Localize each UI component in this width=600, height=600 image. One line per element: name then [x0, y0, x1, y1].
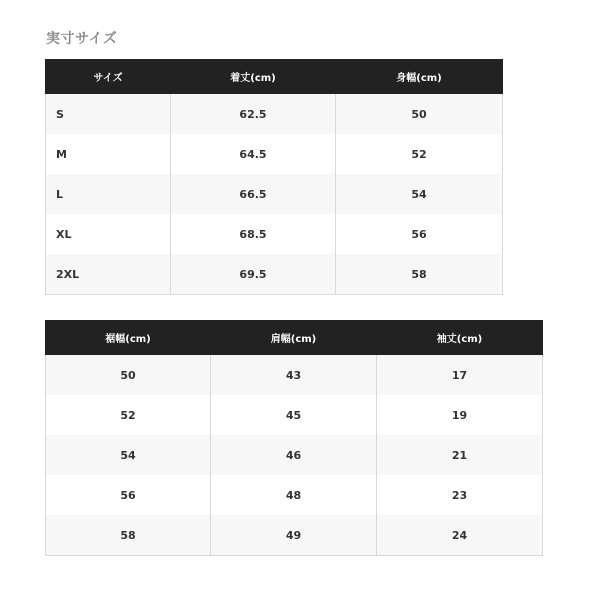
- table-row: [46, 475, 543, 515]
- shoulder-width-cell: 49: [211, 515, 377, 556]
- length-cell: 66.5: [171, 174, 336, 214]
- shoulder-width-cell: 46: [211, 435, 377, 475]
- header-length: 着丈(cm): [171, 60, 336, 94]
- table-row: [46, 94, 503, 135]
- body-width-cell: 54: [336, 174, 503, 214]
- table-row: [46, 134, 503, 174]
- shoulder-width-cell: 48: [211, 475, 377, 515]
- shoulder-width-cell: 45: [211, 395, 377, 435]
- hem-width-cell: 50: [46, 355, 211, 396]
- table-header-row: [46, 60, 503, 94]
- body-width-cell: 50: [336, 94, 503, 135]
- table-row: [46, 254, 503, 295]
- sleeve-length-cell: 17: [377, 355, 543, 396]
- header-sleeve-length: 袖丈(cm): [377, 321, 543, 355]
- sleeve-length-cell: 21: [377, 435, 543, 475]
- table-row: [46, 515, 543, 556]
- length-cell: 62.5: [171, 94, 336, 135]
- sleeve-length-cell: 23: [377, 475, 543, 515]
- header-size: サイズ: [46, 60, 171, 94]
- page-title: 実寸サイズ: [46, 31, 118, 47]
- size-cell: 2XL: [46, 254, 171, 295]
- size-table-length-width: [45, 59, 503, 295]
- size-cell: S: [46, 94, 171, 135]
- hem-width-cell: 56: [46, 475, 211, 515]
- size-cell: M: [46, 134, 171, 174]
- header-hem-width: 裾幅(cm): [46, 321, 211, 355]
- table-row: [46, 355, 543, 396]
- size-cell: XL: [46, 214, 171, 254]
- shoulder-width-cell: 43: [211, 355, 377, 396]
- body-width-cell: 52: [336, 134, 503, 174]
- sleeve-length-cell: 24: [377, 515, 543, 556]
- body-width-cell: 58: [336, 254, 503, 295]
- size-cell: L: [46, 174, 171, 214]
- sleeve-length-cell: 19: [377, 395, 543, 435]
- table-header-row: [46, 321, 543, 355]
- table-row: [46, 174, 503, 214]
- hem-width-cell: 58: [46, 515, 211, 556]
- header-body-width: 身幅(cm): [336, 60, 503, 94]
- table-row: [46, 435, 543, 475]
- length-cell: 69.5: [171, 254, 336, 295]
- body-width-cell: 56: [336, 214, 503, 254]
- table-row: [46, 395, 543, 435]
- length-cell: 64.5: [171, 134, 336, 174]
- table-row: [46, 214, 503, 254]
- hem-width-cell: 54: [46, 435, 211, 475]
- header-shoulder-width: 肩幅(cm): [211, 321, 377, 355]
- length-cell: 68.5: [171, 214, 336, 254]
- hem-width-cell: 52: [46, 395, 211, 435]
- size-table-hem-shoulder-sleeve: [45, 320, 543, 556]
